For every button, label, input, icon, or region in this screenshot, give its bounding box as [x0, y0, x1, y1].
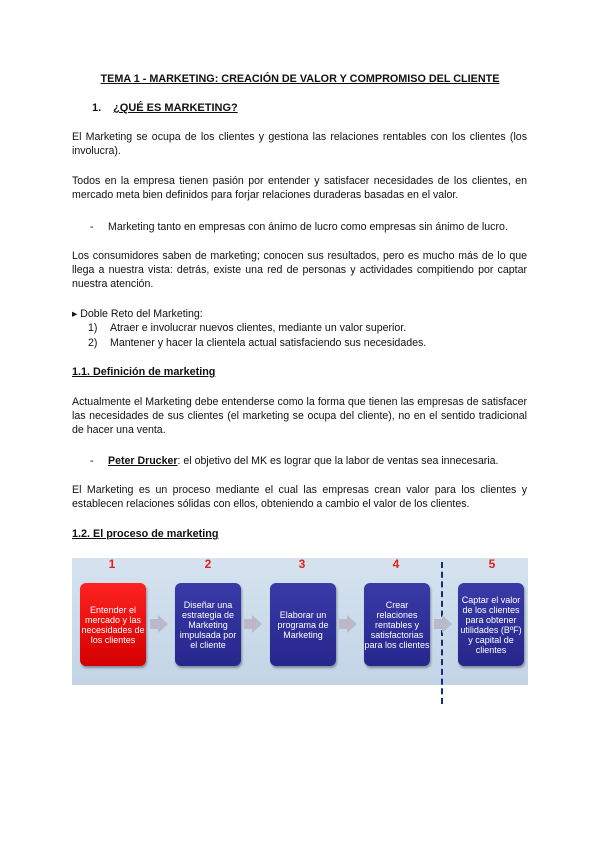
bullet-item: - Marketing tanto en empresas con ánimo de lucro como empresas sin ánimo de lucro.	[90, 221, 508, 233]
paragraph-2: Todos en la empresa tienen pasión por entender y satisfacer necesidades de los clientes, en mercado meta bien definidos para forjar relaciones duraderas basadas en el valor.	[72, 175, 527, 201]
drucker-name: Peter Drucker	[108, 455, 178, 467]
step-2-number: 2	[204, 557, 212, 571]
arrow-right-icon	[347, 615, 357, 633]
step-4-number: 4	[392, 557, 400, 571]
document-title: TEMA 1 - MARKETING: CREACIÓN DE VALOR Y COMPROMISO DEL CLIENTE	[100, 73, 500, 85]
step-1-text: Entender el mercado y las necesidades de los clientes	[81, 604, 145, 645]
section-1-1-paragraph-2: El Marketing es un proceso mediante el cual las empresas crean valor para los clientes y establecen relaciones sólidas con ellos, obteniendo a cambio el valor de los clientes.	[72, 484, 527, 510]
step-2-box	[175, 583, 241, 666]
step-4-text: Crear relaciones rentables y satisfactorias para los clientes	[364, 599, 430, 650]
reto-item-1: 1) Atraer e involucrar nuevos clientes, mediante un valor superior.	[88, 322, 407, 334]
reto-heading: ▸ Doble Reto del Marketing:	[72, 308, 203, 320]
drucker-text: : el objetivo del MK es lograr que la labor de ventas sea innecesaria.	[177, 455, 499, 467]
divider-dashed-line	[441, 562, 443, 704]
step-5-number: 5	[488, 557, 496, 571]
section-1-1-heading: 1.1. Definición de marketing	[72, 366, 216, 378]
step-5-box	[458, 583, 524, 666]
arrow-right-icon	[442, 615, 452, 633]
arrow-right-icon	[158, 615, 168, 633]
step-3-text: Elaborar un programa de Marketing	[277, 609, 329, 640]
section-1-2-heading: 1.2. El proceso de marketing	[72, 528, 219, 540]
paragraph-1: El Marketing se ocupa de los clientes y gestiona las relaciones rentables con los clientes (los involucra).	[72, 131, 527, 157]
bullet-text: Marketing tanto en empresas con ánimo de lucro como empresas sin ánimo de lucro.	[108, 221, 508, 233]
section-1-title: ¿QUÉ ES MARKETING?	[113, 102, 238, 114]
section-1-heading	[92, 101, 238, 115]
step-3-number: 3	[298, 557, 306, 571]
step-2-text: Diseñar una estrategia de Marketing impulsada por el cliente	[179, 599, 237, 650]
arrow-right-icon	[252, 615, 262, 633]
paragraph-3: Los consumidores saben de marketing; conocen sus resultados, pero es mucho más de lo que llega a nuestra vista: detrás, existe una red de personas y actividades compitiendo por captar nuestra atención.	[72, 250, 527, 290]
step-3-box	[270, 583, 336, 666]
section-1-number: 1.	[92, 102, 102, 114]
step-4-box	[364, 583, 430, 666]
step-5-text: Captar el valor de los clientes para obtener utilidades (BºF) y capital de clientes	[460, 594, 522, 655]
section-1-1-paragraph-1: Actualmente el Marketing debe entenderse como la forma que tienen las empresas de satisfacer las necesidades de sus clientes (el marketing se ocupa del cliente), no en el sentido tradicional de hacer una venta.	[72, 396, 527, 436]
reto-item-2: 2) Mantener y hacer la clientela actual satisfaciendo sus necesidades.	[88, 337, 427, 349]
drucker-bullet: - Peter Drucker: el objetivo del MK es lograr que la labor de ventas sea innecesaria.	[90, 455, 499, 467]
step-1-number: 1	[108, 557, 116, 571]
step-1-box	[80, 583, 146, 666]
